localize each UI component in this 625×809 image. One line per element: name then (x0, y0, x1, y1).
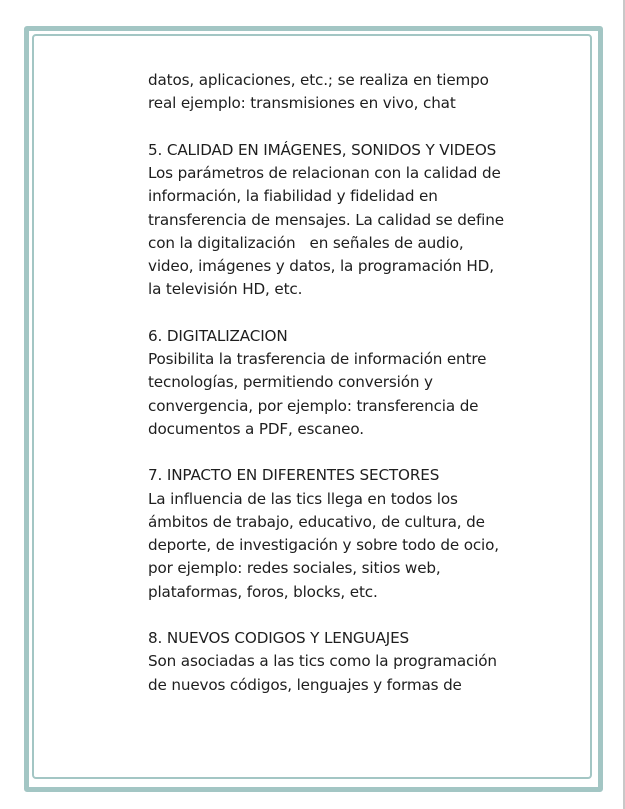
body-line: transferencia de mensajes. La calidad se define (148, 210, 504, 229)
body-line: Son asociadas a las tics como la programación (148, 652, 497, 671)
section-heading: 8. NUEVOS CODIGOS Y LENGUAJES (148, 629, 410, 647)
section-calidad (148, 139, 548, 302)
body-line: ámbitos de trabajo, educativo, de cultura, de (148, 512, 485, 531)
body-line: video, imágenes y datos, la programación HD, (148, 257, 494, 275)
body-line: la televisión HD, etc. (148, 280, 303, 299)
body-line: convergencia, por ejemplo: transferencia de (148, 396, 479, 415)
body-line: de nuevos códigos, lenguajes y formas de (148, 675, 462, 694)
body-line: plataformas, foros, blocks, etc. (148, 582, 378, 601)
body-line: tecnologías, permitiendo conversión y (148, 373, 433, 392)
body-line: datos, aplicaciones, etc.; se realiza en tiempo (148, 71, 489, 89)
paragraph-gap (148, 302, 548, 325)
body-line: documentos a PDF, escaneo. (148, 419, 364, 438)
section-impacto (148, 464, 548, 604)
section-heading: 6. DIGITALIZACION (148, 326, 288, 345)
section-digitalizacion (148, 325, 548, 441)
body-line: con la digitalización en señales de audio, (148, 233, 464, 252)
body-line: información, la fiabilidad y fidelidad en (148, 187, 438, 206)
section-nuevos-codigos (148, 627, 548, 697)
paragraph-gap (148, 116, 548, 139)
body-line: real ejemplo: transmisiones en vivo, chat (148, 94, 456, 113)
section-heading: 7. INPACTO EN DIFERENTES SECTORES (148, 466, 440, 485)
body-line: Posibilita la trasferencia de información entre (148, 350, 487, 368)
body-line: Los parámetros de relacionan con la calidad de (148, 164, 501, 182)
section-heading: 5. CALIDAD EN IMÁGENES, SONIDOS Y VIDEOS (148, 140, 497, 159)
body-line: La influencia de las tics llega en todos los (148, 489, 458, 508)
body-line: deporte, de investigación y sobre todo de ocio, (148, 536, 499, 554)
paragraph-gap (148, 604, 548, 627)
body-line: por ejemplo: redes sociales, sitios web, (148, 559, 441, 578)
document-body (148, 69, 548, 697)
paragraph-gap (148, 441, 548, 464)
